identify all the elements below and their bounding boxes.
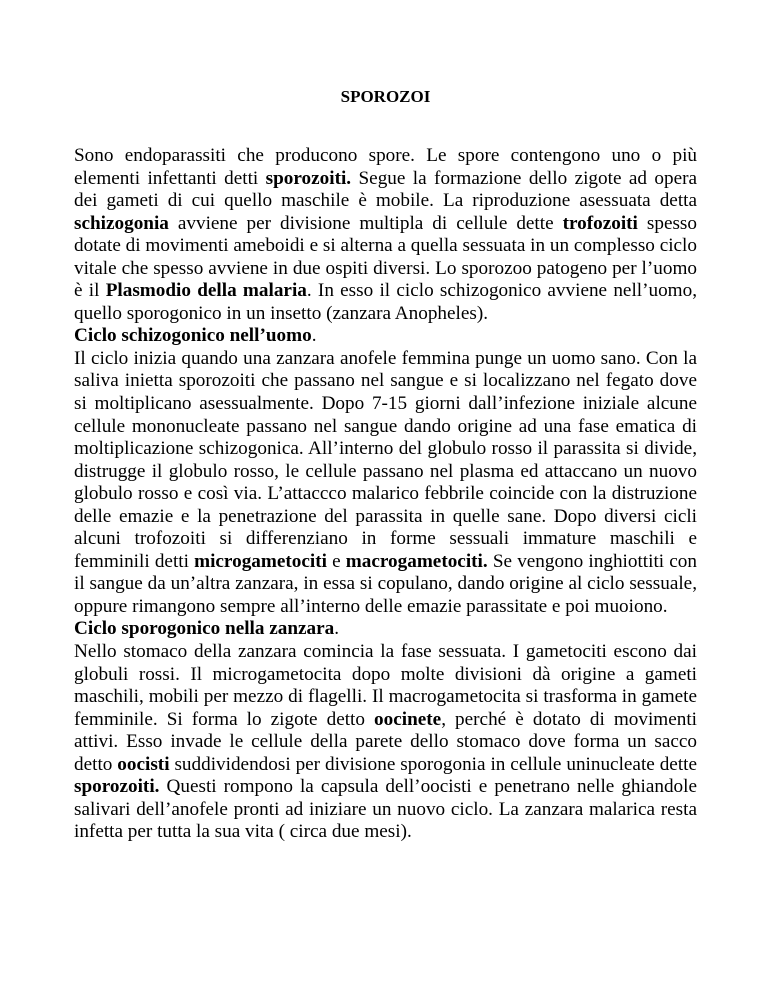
section-heading-schizogonico-text: Ciclo schizogonico nell’uomo — [74, 325, 312, 347]
sporogonico-text-3: suddividendosi per divisione sporogonia in cellule uninucleate dette — [169, 753, 697, 775]
sporogonico-text-2: , perché è dotato di movimenti attivi. Esso invade le cellule della parete dello stomaco dove forma un sacco detto — [74, 708, 697, 775]
term-oocinete: oocinete — [374, 708, 442, 730]
intro-text-1: Sono endoparassiti che producono spore. Le spore contengono uno o più elementi infettanti detti — [74, 145, 697, 189]
term-schizogonia: schizogonia — [74, 212, 169, 234]
intro-text-3: avviene per divisione multipla di cellule dette — [168, 212, 563, 234]
section-heading-sporogonico-suffix: . — [334, 618, 340, 640]
intro-paragraph — [74, 145, 697, 325]
sporogonico-text-1: Nello stomaco della zanzara comincia la fase sessuata. I gametociti escono dai globuli rossi. Il microgametocita dopo molte divisioni dà origine a gameti maschili, mobili per mezzo di flagelli. Il macrogametocita si trasforma in gamete femminile. Si forma lo zigote detto — [74, 641, 697, 730]
intro-text-4: spesso dotate di movimenti ameboidi e si alterna a quella sessuata in un complesso ciclo vitale che spesso avviene in due ospiti diversi. Lo sporozoo patogeno per l’uomo è il — [74, 212, 697, 302]
schizogonico-paragraph — [74, 348, 697, 619]
sporogonico-paragraph — [74, 641, 697, 844]
section-heading-schizogonico — [74, 325, 697, 348]
term-sporozoiti-2: sporozoiti. — [74, 776, 160, 798]
document-page — [74, 86, 697, 844]
term-oocisti: oocisti — [117, 753, 170, 775]
intro-text-5: . In esso il ciclo schizogonico avviene nell’uomo, quello sporogonico in un insetto (zanzara Anopheles). — [74, 280, 697, 324]
section-heading-sporogonico-text: Ciclo sporogonico nella zanzara — [74, 618, 335, 640]
schizogonico-text-1: Il ciclo inizia quando una zanzara anofele femmina punge un uomo sano. Con la saliva inietta sporozoiti che passano nel sangue e si localizzano nel fegato dove si moltiplicano asessualmente. Dopo 7-15 giorni dall’infezione iniziale alcune cellule mononucleate passano nel sangue dando origine ad una fase ematica di moltiplicazione schizogonica. All’interno del globulo rosso il parassita si divide, distrugge il globulo rosso, le cellule passano nel plasma ed attaccano un nuovo globulo rosso e così via. L’attaccco malarico febbrile coincide con la distruzione delle emazie e la penetrazione del parassita in quelle sane. Dopo diversi cicli alcuni trofozoiti si differenziano in forme sessuali immature maschili e femminili detti — [74, 347, 697, 572]
schizogonico-text-2: e — [326, 550, 346, 572]
intro-text-2: Segue la formazione dello zigote ad opera dei gameti di cui quello maschile è mobile. La riproduzione asessuata detta — [74, 167, 697, 212]
page-title: SPOROZOI — [340, 87, 431, 106]
sporogonico-text-4: Questi rompono la capsula dell’oocisti e penetrano nelle ghiandole salivari dell’anofele pronti ad iniziare un nuovo ciclo. La zanzara malarica resta infetta per tutta la sua vita ( circa due mesi). — [74, 776, 697, 843]
term-microgametociti: microgametociti — [194, 550, 327, 572]
schizogonico-text-3: Se vengono inghiottiti con il sangue da un’altra zanzara, in essa si copulano, dando origine al ciclo sessuale, oppure rimangono sempre all’interno delle emazie parassitate e poi muoiono. — [74, 550, 697, 617]
term-plasmodio: Plasmodio della malaria — [105, 280, 307, 302]
section-heading-schizogonico-suffix: . — [311, 325, 317, 347]
term-trofozoiti: trofozoiti — [562, 212, 638, 234]
term-sporozoiti: sporozoiti. — [265, 167, 352, 189]
term-macrogametociti: macrogametociti. — [345, 550, 488, 572]
section-heading-sporogonico — [74, 618, 697, 641]
